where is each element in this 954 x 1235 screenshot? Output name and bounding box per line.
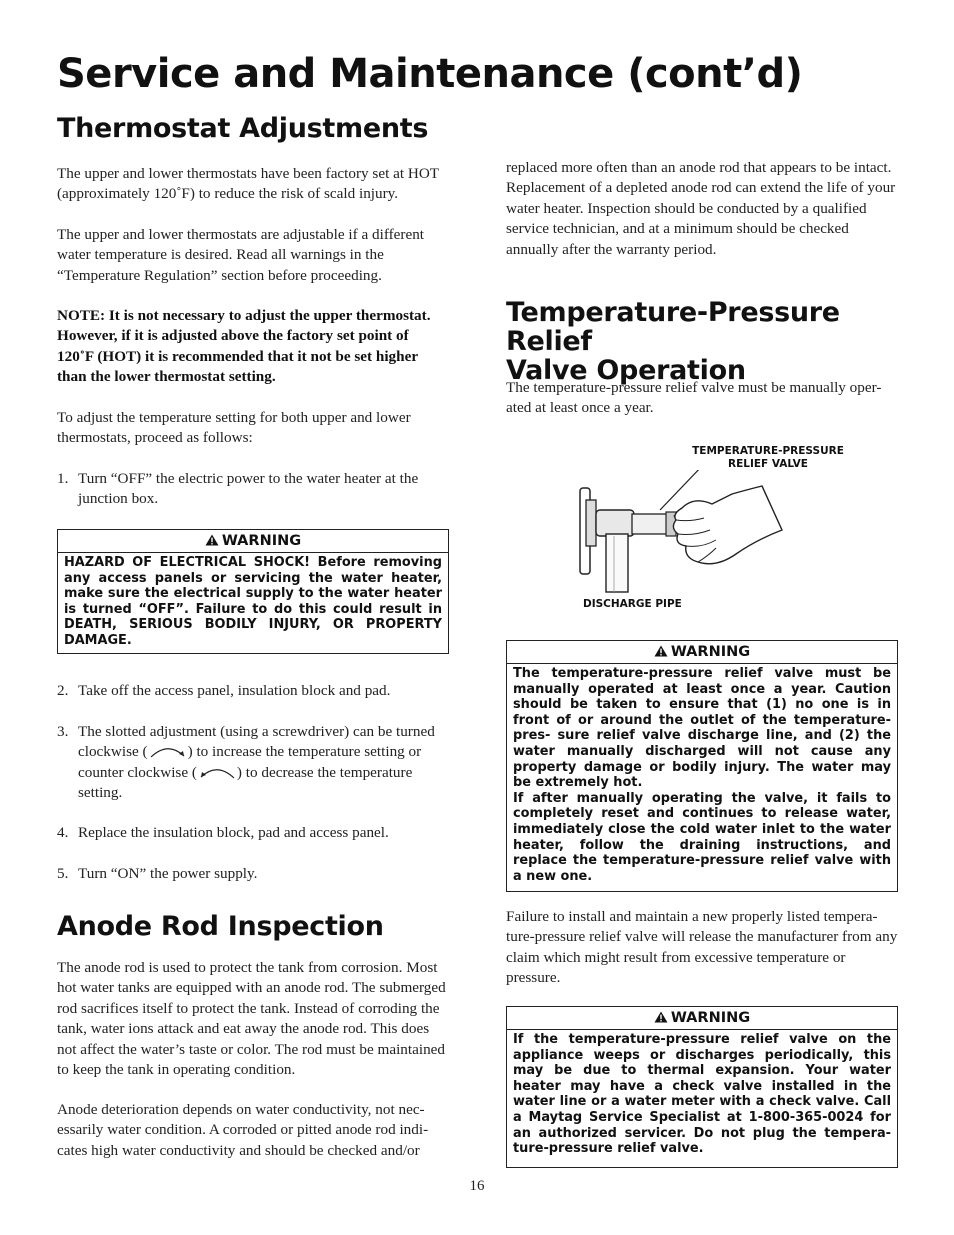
step-number: 3. — [57, 723, 69, 740]
relief-valve-figure — [506, 440, 898, 620]
step-text: Turn “ON” the power supply. — [78, 865, 258, 882]
valve-label: TEMPERATURE-PRESSURE RELIEF VALVE — [692, 445, 844, 470]
step-3-text-a: The slotted adjustment (using a screwdriver) can be turned clockwise ( — [78, 723, 435, 761]
tpr-heading-line-2: Valve Operation — [506, 355, 746, 386]
warning-header — [507, 1007, 897, 1030]
counter-clockwise-arrow-icon — [197, 764, 237, 780]
step-text: Take off the access panel, insulation block and pad. — [78, 682, 391, 699]
warning-title: WARNING — [221, 533, 302, 549]
warning-triangle-icon — [654, 1011, 668, 1023]
clockwise-arrow-icon — [148, 743, 188, 759]
step-5 — [57, 864, 449, 884]
thermostat-paragraph-1: The upper and lower thermostats have been factory set at HOT (approximately 120˚F) to reduce the risk of scald injury. — [57, 165, 439, 203]
step-number: 1. — [57, 470, 69, 487]
page-title: Service and Maintenance (cont’d) — [57, 51, 803, 97]
step-1 — [57, 469, 449, 510]
thermostat-heading: Thermostat Adjustments — [57, 113, 429, 144]
warning-triangle-icon — [654, 645, 668, 657]
step-number: 4. — [57, 824, 69, 841]
valve-hand-illustration — [566, 470, 796, 595]
step-2 — [57, 681, 449, 701]
relief-valve-warning — [506, 640, 898, 892]
warning-header — [58, 530, 448, 553]
warning-text-part-2: If after manually operating the valve, it fails to completely reset and continues to release water, immediately close the cold water inlet to the water heater, follow the draining instructions, and replace the temperature-pressure relief valve with a new one. — [513, 790, 891, 884]
warning-title: WARNING — [670, 1010, 751, 1026]
warning-triangle-icon — [205, 534, 219, 546]
warning-title: WARNING — [670, 644, 751, 660]
tpr-paragraph-1: The temperature-pressure relief valve must be manually oper- ated at least once a year. — [506, 379, 882, 417]
warning-header — [507, 641, 897, 664]
thermostat-paragraph-2: The upper and lower thermostats are adjustable if a different water temperature is desired. Read all warnings in the “Temperature Regulation” section before proceeding. — [57, 226, 425, 284]
step-3-text-b: ) to increase the temperature setting or counter clockwise ( — [78, 743, 422, 781]
anode-heading: Anode Rod Inspection — [57, 911, 384, 942]
anode-paragraph-1: The anode rod is used to protect the tank from corrosion. Most hot water tanks are equipped with an anode rod. The submerged rod sacrifices itself to protect the tank. Instead of corroding the tank, water ions attack and eat away the anode rod. This does not affect the water’s taste or color. The rod must be maintained to keep the tank in operating condition. — [57, 959, 446, 1079]
step-4 — [57, 823, 449, 843]
warning-text — [507, 664, 897, 888]
thermostat-note: NOTE: It is not necessary to adjust the upper thermostat. However, if it is adjusted above the factory set point of 120˚F (HOT) it is recommended that it not be set higher than the lower thermostat setting. — [57, 307, 431, 386]
tpr-heading-line-1: Temperature-Pressure Relief — [506, 297, 840, 357]
step-number: 5. — [57, 865, 69, 882]
thermal-expansion-warning — [506, 1006, 898, 1168]
step-text: Turn “OFF” the electric power to the water heater at the junction box. — [78, 470, 419, 508]
anode-paragraph-3: replaced more often than an anode rod that appears to be intact. Replacement of a depleted anode rod can extend the life of your water heater. Inspection should be conducted by a qualified service technician, and at a minimum should be checked annually after the warranty period. — [506, 159, 896, 258]
page-number: 16 — [469, 1178, 485, 1194]
anode-paragraph-2: Anode deterioration depends on water conductivity, not nec- essarily water condition. A corroded or pitted anode rod indi- cates high water conductivity and should be checked and/or — [57, 1101, 429, 1159]
step-text — [57, 722, 449, 804]
tpr-heading — [506, 298, 898, 385]
electrical-shock-warning — [57, 529, 449, 654]
step-number: 2. — [57, 682, 69, 699]
warning-text: HAZARD OF ELECTRICAL SHOCK! Before removing any access panels or servicing the water heater, make sure the electrical supply to the water heater is turned “OFF”. Failure to do this could result in DEATH, SERIOUS BODILY INJURY, OR PROPERTY DAMAGE. — [64, 555, 442, 648]
thermostat-paragraph-3: To adjust the temperature setting for both upper and lower thermostats, proceed as follows: — [57, 409, 411, 447]
warning-text: If the temperature-pressure relief valve on the appliance weeps or discharges periodically, this may be due to thermal expansion. Your water heater may have a check valve installed in the water line or a water meter with a check valve. Call a Maytag Service Specialist at 1-800-365-0024 for an authorized servicer. Do not plug the tempera- ture-pressure relief valve. — [513, 1032, 891, 1157]
step-3-text-c: ) to decrease the temperature setting. — [78, 763, 413, 802]
tpr-paragraph-2: Failure to install and maintain a new properly listed tempera- ture-pressure relief valve will release the manufacturer from any claim which might result from excessive temperature or pressure. — [506, 908, 898, 987]
warning-text-part-1: The temperature-pressure relief valve must be manually operated at least once a year. Caution should be taken to ensure that (1) no one is in front of or around the outlet of the temperature-pres- sure relief valve discharge line, and (2) the water manually discharged will not cause any property damage or bodily injury. The water may be extremely hot. — [513, 666, 891, 791]
discharge-pipe-label: DISCHARGE PIPE — [583, 598, 682, 610]
step-text: Replace the insulation block, pad and access panel. — [78, 824, 389, 841]
step-3 — [57, 722, 449, 804]
